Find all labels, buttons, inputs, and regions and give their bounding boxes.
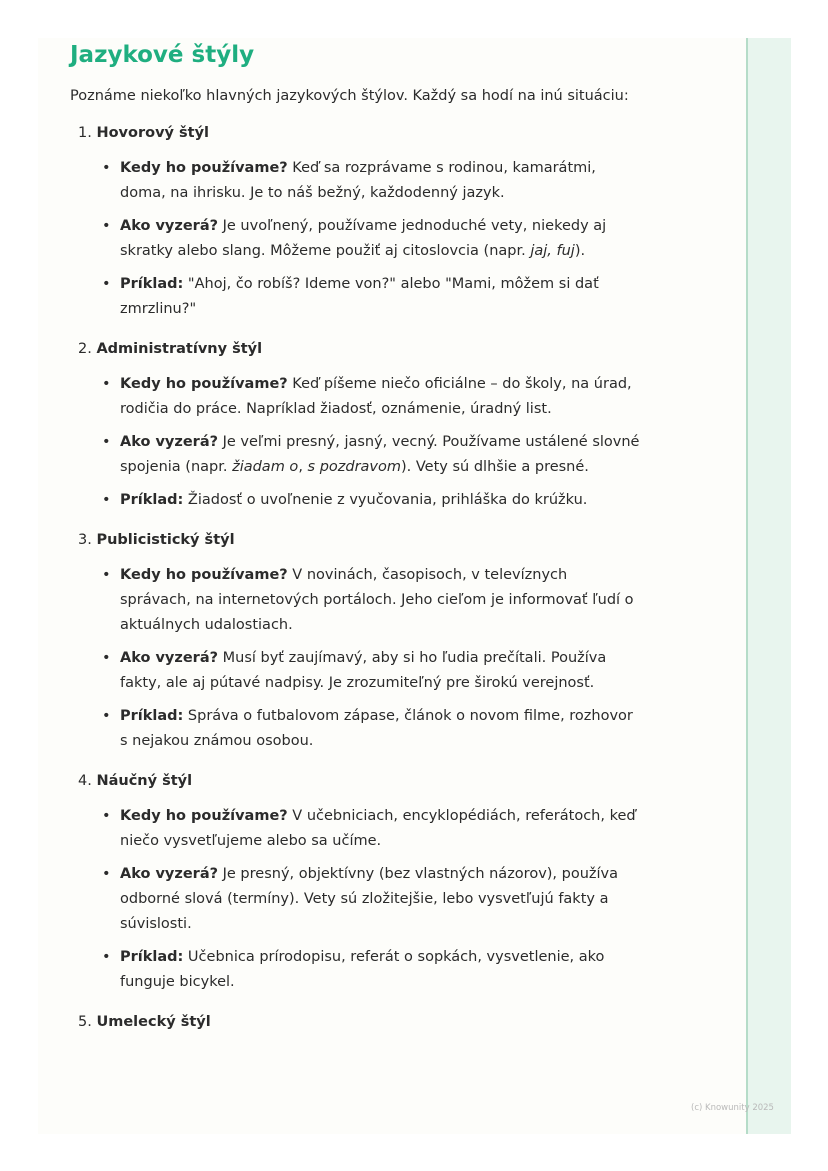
list-item: • Ako vyzerá? Je uvoľnený, používame jednoduché vety, niekedy aj skratky alebo slang. Môžeme použiť aj citoslovcia (napr. jaj, fuj). — [102, 218, 607, 259]
section-title-3: 3. Publicistický štýl — [78, 532, 235, 548]
list-item: • Ako vyzerá? Musí byť zaujímavý, aby si ho ľudia prečítali. Používa fakty, ale aj pútavé nadpisy. Je zrozumiteľný pre širokú verejnosť. — [102, 650, 607, 691]
section-4-list — [70, 804, 640, 995]
page-title: Jazykové štýly — [70, 42, 255, 68]
list-item: • Kedy ho používame? V novinách, časopisoch, v televíznych správach, na internetových portáloch. Jeho cieľom je informovať ľudí o aktuálnych udalostiach. — [102, 567, 634, 633]
list-item: • Kedy ho používame? Keď sa rozprávame s rodinou, kamarátmi, doma, na ihrisku. Je to náš bežný, každodenný jazyk. — [102, 160, 596, 201]
section-title-1: 1. Hovorový štýl — [78, 125, 210, 141]
document-content — [70, 40, 640, 1032]
copyright-footer: (c) Knowunity 2025 — [691, 1103, 774, 1113]
side-panel — [748, 38, 791, 1134]
section-1-list — [70, 156, 640, 322]
list-item: • Kedy ho používame? Keď píšeme niečo oficiálne – do školy, na úrad, rodičia do práce. Napríklad žiadosť, oznámenie, úradný list. — [102, 376, 632, 417]
list-item: • Príklad: Správa o futbalovom zápase, článok o novom filme, rozhovor s nejakou známou osobou. — [102, 708, 633, 749]
intro-paragraph: Poznáme niekoľko hlavných jazykových štýlov. Každý sa hodí na inú situáciu: — [70, 88, 629, 104]
section-title-4: 4. Náučný štýl — [78, 773, 193, 789]
list-item: • Príklad: Žiadosť o uvoľnenie z vyučovania, prihláška do krúžku. — [102, 492, 588, 508]
list-item: • Ako vyzerá? Je veľmi presný, jasný, vecný. Používame ustálené slovné spojenia (napr. žiadam o, s pozdravom). Vety sú dlhšie a presné. — [102, 434, 640, 475]
list-item: • Ako vyzerá? Je presný, objektívny (bez vlastných názorov), používa odborné slová (termíny). Vety sú zložitejšie, lebo vysvetľujú fakty a súvislosti. — [102, 866, 619, 932]
section-3-list — [70, 563, 640, 754]
list-item: • Príklad: Učebnica prírodopisu, referát o sopkách, vysvetlenie, ako funguje bicykel. — [102, 949, 605, 990]
section-2-list — [70, 372, 640, 513]
section-title-5: 5. Umelecký štýl — [78, 1014, 211, 1030]
section-title-2: 2. Administratívny štýl — [78, 341, 263, 357]
list-item: • Príklad: "Ahoj, čo robíš? Ideme von?" alebo "Mami, môžem si dať zmrzlinu?" — [102, 276, 599, 317]
list-item: • Kedy ho používame? V učebniciach, encyklopédiách, referátoch, keď niečo vysvetľujeme alebo sa učíme. — [102, 808, 636, 849]
